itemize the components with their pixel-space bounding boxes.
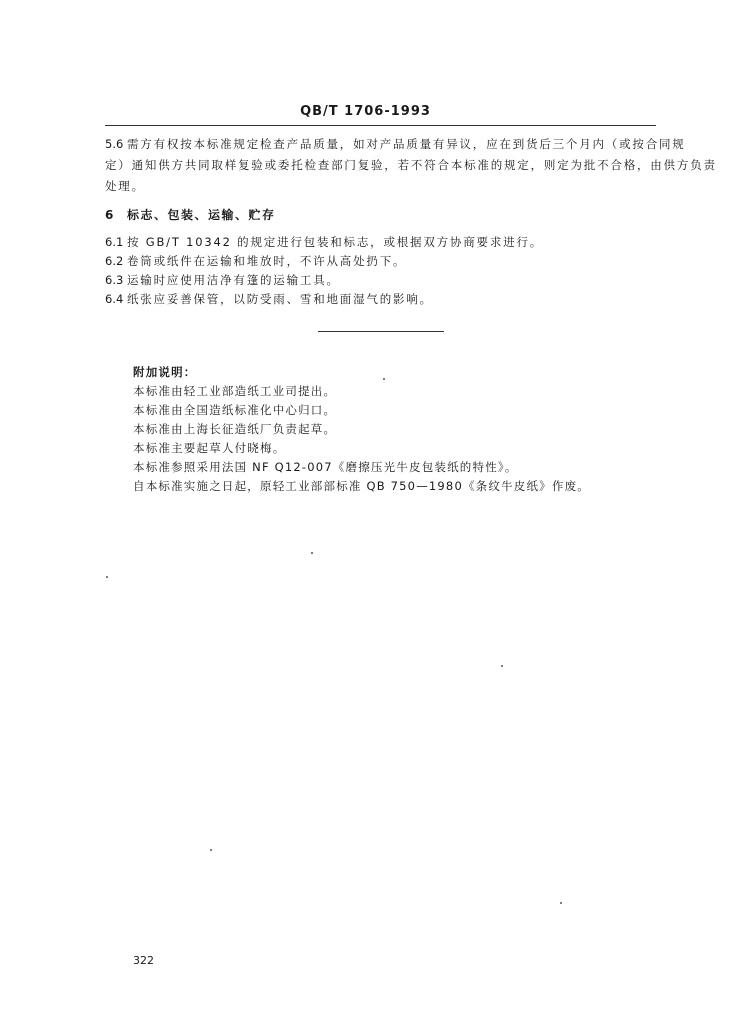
additional-notes-title: 附加说明： <box>133 365 197 379</box>
clause-5-6-line-3: 处理。 <box>105 179 145 193</box>
scan-speck <box>560 902 562 904</box>
note-line: 自本标准实施之日起，原轻工业部部标准 QB 750—1980《条纹牛皮纸》作废。 <box>133 479 590 493</box>
clause-6-3 <box>105 270 340 291</box>
page-number: 322 <box>133 954 154 967</box>
note-line: 本标准由上海长征造纸厂负责起草。 <box>133 422 337 436</box>
section-number: 6 <box>105 208 114 222</box>
clause-text: 按 GB/T 10342 的规定进行包装和标志，或根据双方协商要求进行。 <box>127 235 544 249</box>
note-line: 本标准由全国造纸标准化中心归口。 <box>133 403 337 417</box>
note-line: 本标准主要起草人付晓梅。 <box>133 441 286 455</box>
scan-speck <box>106 576 108 578</box>
header-rule <box>105 125 656 126</box>
clause-text: 运输时应使用洁净有篷的运输工具。 <box>127 273 340 287</box>
clause-number: 6.2 <box>105 254 124 268</box>
clause-number: 5.6 <box>105 137 124 151</box>
scan-speck <box>210 849 212 851</box>
clause-5-6-line-2: 定）通知供方共同取样复验或委托检查部门复验，若不符合本标准的规定，则定为批不合格，由供方负责 <box>105 158 717 172</box>
end-of-text-rule <box>318 331 444 332</box>
clause-number: 6.1 <box>105 235 124 249</box>
clause-5-6-line-1 <box>105 134 686 155</box>
clause-text: 卷筒或纸件在运输和堆放时，不许从高处扔下。 <box>127 254 407 268</box>
clause-number: 6.4 <box>105 292 124 306</box>
section-title: 标志、包装、运输、贮存 <box>127 208 276 222</box>
clause-text: 纸张应妥善保管，以防受雨、雪和地面湿气的影响。 <box>127 292 433 306</box>
note-line: 本标准参照采用法国 NF Q12-007《磨擦压光牛皮包装纸的特性》。 <box>133 460 518 474</box>
section-6-heading <box>105 206 276 223</box>
page-header-standard-number: QB/T 1706-1993 <box>300 104 431 119</box>
scan-speck <box>501 665 503 667</box>
scan-speck <box>311 552 313 554</box>
clause-6-2 <box>105 251 406 272</box>
clause-text: 需方有权按本标准规定检查产品质量，如对产品质量有异议，应在到货后三个月内（或按合同规 <box>127 137 686 151</box>
scan-speck <box>383 378 385 380</box>
note-line: 本标准由轻工业部造纸工业司提出。 <box>133 384 337 398</box>
clause-6-1 <box>105 232 543 253</box>
clause-number: 6.3 <box>105 273 124 287</box>
clause-6-4 <box>105 289 433 310</box>
